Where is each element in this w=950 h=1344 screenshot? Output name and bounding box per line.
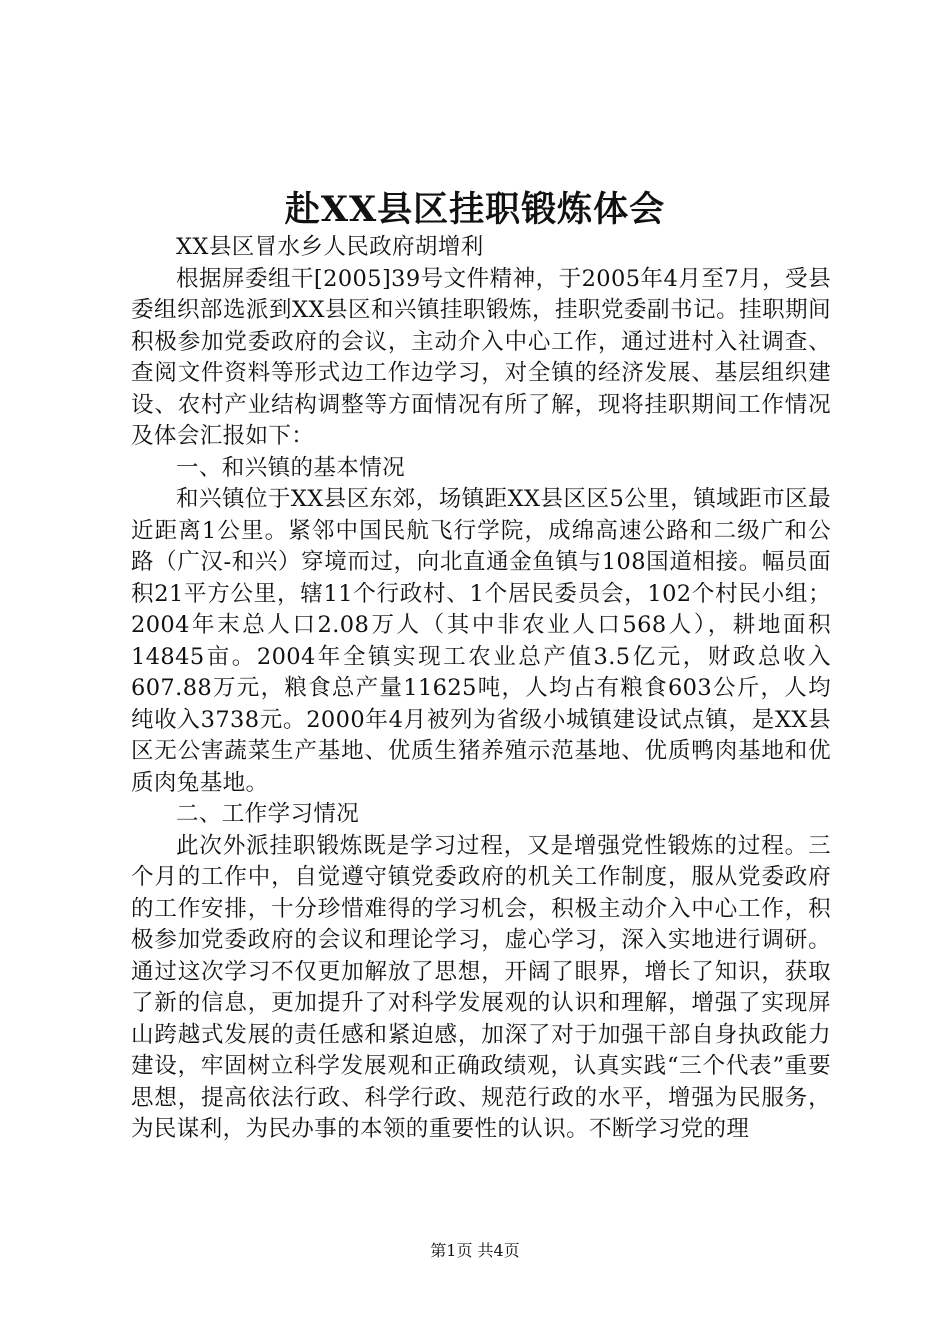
page-footer: 第1页 共4页 <box>430 1241 520 1260</box>
section-heading-2: 二、工作学习情况 <box>176 801 360 827</box>
document-body <box>131 232 831 1146</box>
paragraph-work-study: 此次外派挂职锻炼既是学习过程，又是增强党性锻炼的过程。三个月的工作中，自觉遵守镇党委政府的机关工作制度，服从党委政府的工作安排，十分珍惜难得的学习机会，积极主动介入中心工作，积极参加党委政府的会议和理论学习，虚心学习，深入实地进行调研。通过这次学习不仅更加解放了思想，开阔了眼界，增长了知识，获取了新的信息，更加提升了对科学发展观的认识和理解，增强了实现屏山跨越式发展的责任感和紧迫感，加深了对于加强干部自身执政能力建设，牢固树立科学发展观和正确政绩观，认真实践“三个代表”重要思想，提高依法行政、科学行政、规范行政的水平，增强为民服务，为民谋利，为民办事的本领的重要性的认识。不断学习党的理 <box>131 832 831 1142</box>
paragraph-basic-info: 和兴镇位于XX县区东郊，场镇距XX县区区5公里，镇域距市区最近距离1公里。紧邻中国民航飞行学院，成绵高速公路和二级广和公路（广汉-和兴）穿境而过，向北直通金鱼镇与108国道相接。幅员面积21平方公里，辖11个行政村、1个居民委员会，102个村民小组；2004年末总人口2.08万人（其中非农业人口568人），耕地面积14845亩。2004年全镇实现工农业总产值3.5亿元，财政总收入607.88万元，粮食总产量11625吨，人均占有粮食603公斤，人均纯收入3738元。2000年4月被列为省级小城镇建设试点镇，是XX县区无公害蔬菜生产基地、优质生猪养殖示范基地、优质鸭肉基地和优质肉兔基地。 <box>131 486 831 796</box>
paragraph-intro: 根据屏委组干[2005]39号文件精神，于2005年4月至7月，受县委组织部选派到XX县区和兴镇挂职锻炼，挂职党委副书记。挂职期间积极参加党委政府的会议，主动介入中心工作，通过进村入社调查、查阅文件资料等形式边工作边学习，对全镇的经济发展、基层组织建设、农村产业结构调整等方面情况有所了解，现将挂职期间工作情况及体会汇报如下： <box>131 265 831 449</box>
section-heading-1: 一、和兴镇的基本情况 <box>176 454 406 481</box>
author-line: XX县区冒水乡人民政府胡增利 <box>176 234 484 260</box>
document-title: 赴XX县区挂职锻炼体会 <box>284 189 666 230</box>
